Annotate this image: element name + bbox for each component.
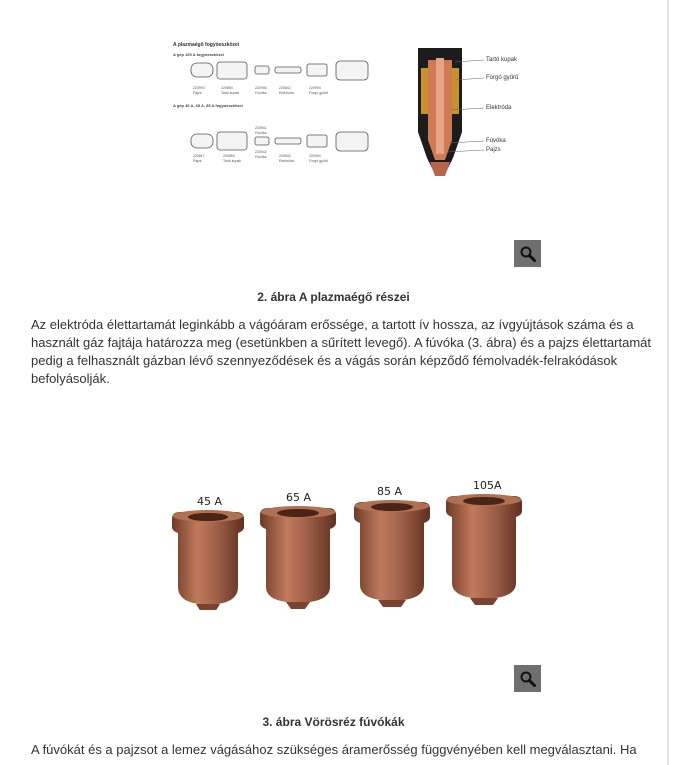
part-code: 220994 (309, 154, 321, 158)
part-code: 220993 (193, 86, 205, 90)
callout-swirl-ring: Forgó gyűrű (486, 75, 519, 81)
figure1-caption: 2. ábra A plazmaégő részei (257, 290, 410, 304)
nozzle-label-85a: 85 A (377, 485, 403, 498)
magnifier-icon (519, 245, 537, 263)
page-right-border (667, 0, 669, 765)
figure1-zoom-button[interactable] (514, 240, 541, 267)
part-code: 220817 (193, 154, 205, 158)
part-name: Forgó gyűrű (309, 91, 328, 95)
part-code: 220854 (221, 86, 233, 90)
body-paragraph-1: Az elektróda élettartamát leginkább a vágóáram erőssége, a tartott ív hossza, az ívgyújtások száma és a használt gáz fajtája határozza meg (esetünkben a sűrített levegő). A fúvóka (3. ábra) és a pajzs élettartamát pedig a felhasznált gázban lévő szennyeződések és a vágás során képződő fémolvadék-felrakódások befolyásolják. (31, 317, 652, 386)
figure1-section1-heading: A gép 105 A fogyóeszközei (173, 52, 224, 57)
part-name: Pajzs (193, 91, 202, 95)
callout-holder-cap: Tartó kupak (486, 57, 518, 63)
part-name: Elektróda (279, 91, 294, 95)
part-code: 220990 (255, 86, 267, 90)
figure1-section2-heading: A gép 45 A, 65 A, 85 A fogyóeszközei (173, 103, 243, 108)
copper-nozzles-figure (160, 475, 540, 610)
nozzle-label-105a: 105A (473, 479, 502, 492)
part-name: Elektróda (279, 159, 294, 163)
part-code: 220842 (279, 86, 291, 90)
part-name: Forgó gyűrű (309, 159, 328, 163)
part-code: 220994 (309, 86, 321, 90)
part-name: Tartó kupak (223, 159, 242, 163)
callout-shield: Pajzs (486, 147, 501, 153)
body-paragraph-2: A fúvókát és a pajzsot a lemez vágásához szükséges áramerősség függvényében kell megválasztani. Ha (31, 742, 637, 757)
callout-nozzle: Fúvóka (486, 138, 506, 144)
part-name: Fúvóka (255, 131, 267, 135)
part-name: Tartó kupak (221, 91, 240, 95)
part-name: Pajzs (193, 159, 202, 163)
nozzle-label-65a: 65 A (286, 491, 312, 504)
plasma-torch-parts-figure (171, 40, 524, 182)
figure2-zoom-button[interactable] (514, 665, 541, 692)
nozzle-label-45a: 45 A (197, 495, 223, 508)
part-code: 220941 (255, 126, 267, 130)
part-code: 220942 (255, 150, 267, 154)
part-name: Fúvóka (255, 91, 267, 95)
nozzle-drawing (160, 475, 540, 610)
figure1-title: A plazmaégő fogyóeszközei (173, 42, 240, 48)
part-code: 220854 (223, 154, 235, 158)
part-name: Fúvóka (255, 155, 267, 159)
figure2-caption: 3. ábra Vörösréz fúvókák (262, 715, 405, 729)
callout-electrode: Elektróda (486, 105, 512, 111)
part-code: 220842 (279, 154, 291, 158)
magnifier-icon (519, 670, 537, 688)
